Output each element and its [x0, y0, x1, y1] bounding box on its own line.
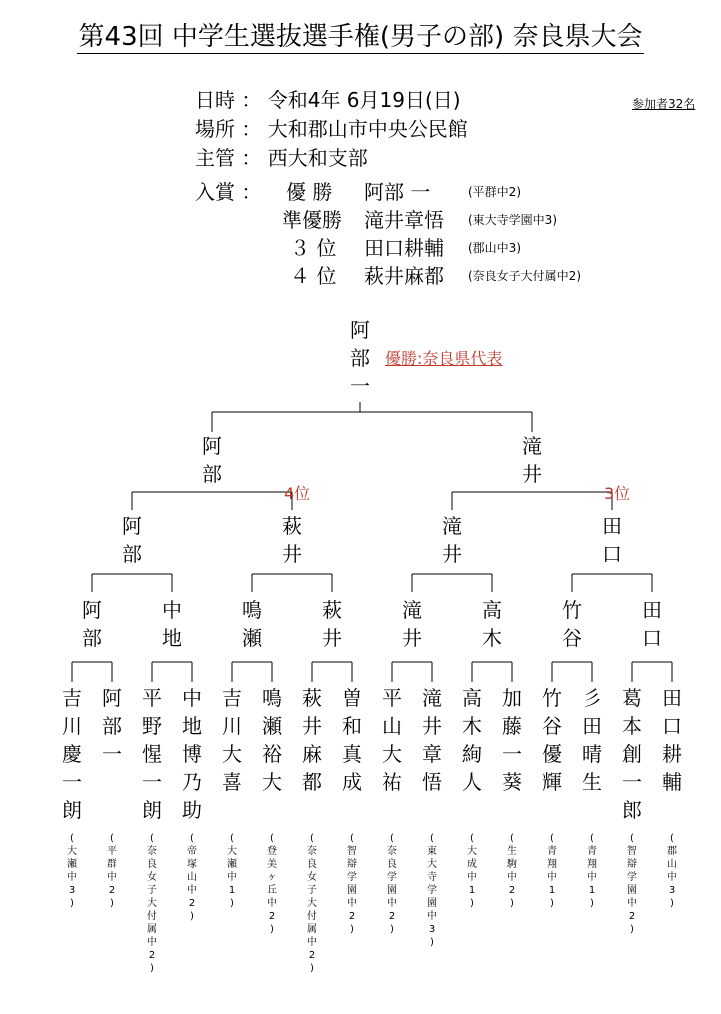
quarter-player-name: 萩 井 — [322, 598, 342, 650]
quarter-player-name: 阿 部 — [82, 598, 102, 650]
player-school: ( 大 瀬 中 3 ) — [67, 833, 77, 909]
award-school: (平群中2) — [468, 185, 521, 199]
player-name: 平 山 大 祐 — [382, 686, 402, 794]
participants-count: 参加者32名 — [632, 97, 696, 111]
player-school: ( 帝 塚 山 中 2 ) — [187, 833, 197, 922]
quarter-player-name: 滝 井 — [402, 598, 422, 650]
award-school: (奈良女子大付属中2) — [468, 269, 581, 283]
player-school: ( 登 美 ヶ 丘 中 2 ) — [267, 833, 277, 935]
player-name: 吉 川 慶 一 朗 — [62, 686, 82, 822]
quarter-player-name: 中 地 — [162, 598, 182, 650]
player-name: 竹 谷 優 輝 — [542, 686, 562, 794]
quarter-player-name: 鳴 瀬 — [242, 598, 262, 650]
player-name: 萩 井 麻 都 — [302, 686, 322, 794]
player-name: 阿 部 一 — [102, 686, 122, 766]
semi-player-name: 阿 部 — [122, 514, 142, 566]
final-player-name: 滝 井 — [522, 434, 542, 486]
semi-place-mark: 4位 — [284, 484, 311, 503]
player-school: ( 青 翔 中 1 ) — [587, 833, 597, 909]
award-school: (郡山中3) — [468, 241, 521, 255]
champion-note: 優勝:奈良県代表 — [385, 349, 503, 368]
player-name: 田 口 耕 輔 — [662, 686, 682, 794]
award-rank: ３ 位 — [290, 236, 337, 260]
award-name: 阿部 一 — [364, 180, 431, 204]
player-school: ( 智 辯 学 園 中 2 ) — [347, 833, 357, 935]
champion-name: 阿 部 一 — [350, 318, 370, 398]
award-name: 萩井麻都 — [364, 264, 444, 288]
player-school: ( 郡 山 中 3 ) — [667, 833, 677, 909]
player-school: ( 智 辯 学 園 中 2 ) — [627, 833, 637, 935]
player-name: 彡 田 晴 生 — [582, 686, 602, 794]
quarter-player-name: 高 木 — [482, 598, 502, 650]
semi-place-mark: 3位 — [604, 484, 631, 503]
player-name: 高 木 絢 人 — [462, 686, 482, 794]
player-name: 吉 川 大 喜 — [222, 686, 242, 794]
award-school: (東大寺学園中3) — [468, 213, 557, 227]
player-school: ( 大 成 中 1 ) — [467, 833, 477, 909]
semi-player-name: 萩 井 — [282, 514, 302, 566]
info-venue: 場所 ： 大和郡山市中央公民館 — [195, 117, 468, 141]
award-rank: 準優勝 — [282, 208, 342, 232]
page-title: 第43回 中学生選抜選手権(男子の部) 奈良県大会 — [78, 22, 643, 52]
player-name: 曽 和 真 成 — [342, 686, 362, 794]
award-rank: 優 勝 — [286, 180, 333, 204]
final-player-name: 阿 部 — [202, 434, 222, 486]
quarter-player-name: 田 口 — [642, 598, 662, 650]
player-name: 滝 井 章 悟 — [422, 686, 442, 794]
semi-player-name: 田 口 — [602, 514, 622, 566]
player-school: ( 奈 良 学 園 中 2 ) — [387, 833, 397, 935]
semi-player-name: 滝 井 — [442, 514, 462, 566]
player-school: ( 青 翔 中 1 ) — [547, 833, 557, 909]
award-name: 田口耕輔 — [364, 236, 444, 260]
player-school: ( 奈 良 女 子 大 付 属 中 2 ) — [147, 833, 157, 974]
player-name: 平 野 惺 一 朗 — [142, 686, 162, 822]
award-rank: ４ 位 — [290, 264, 337, 288]
player-school: ( 奈 良 女 子 大 付 属 中 2 ) — [307, 833, 317, 974]
player-school: ( 生 駒 中 2 ) — [507, 833, 517, 909]
info-organizer: 主管 ： 西大和支部 — [195, 146, 368, 170]
awards-label: 入賞 ： — [195, 180, 262, 204]
player-school: ( 平 群 中 2 ) — [107, 833, 117, 909]
info-date: 日時 ： 令和4年 6月19日(日) — [195, 88, 461, 112]
player-name: 中 地 博 乃 助 — [182, 686, 202, 822]
award-name: 滝井章悟 — [364, 208, 444, 232]
player-name: 葛 本 創 一 郎 — [622, 686, 642, 822]
player-name: 加 藤 一 葵 — [502, 686, 522, 794]
quarter-player-name: 竹 谷 — [562, 598, 582, 650]
player-school: ( 東 大 寺 学 園 中 3 ) — [427, 833, 437, 948]
player-school: ( 大 瀬 中 1 ) — [227, 833, 237, 909]
player-name: 鳴 瀬 裕 大 — [262, 686, 282, 794]
